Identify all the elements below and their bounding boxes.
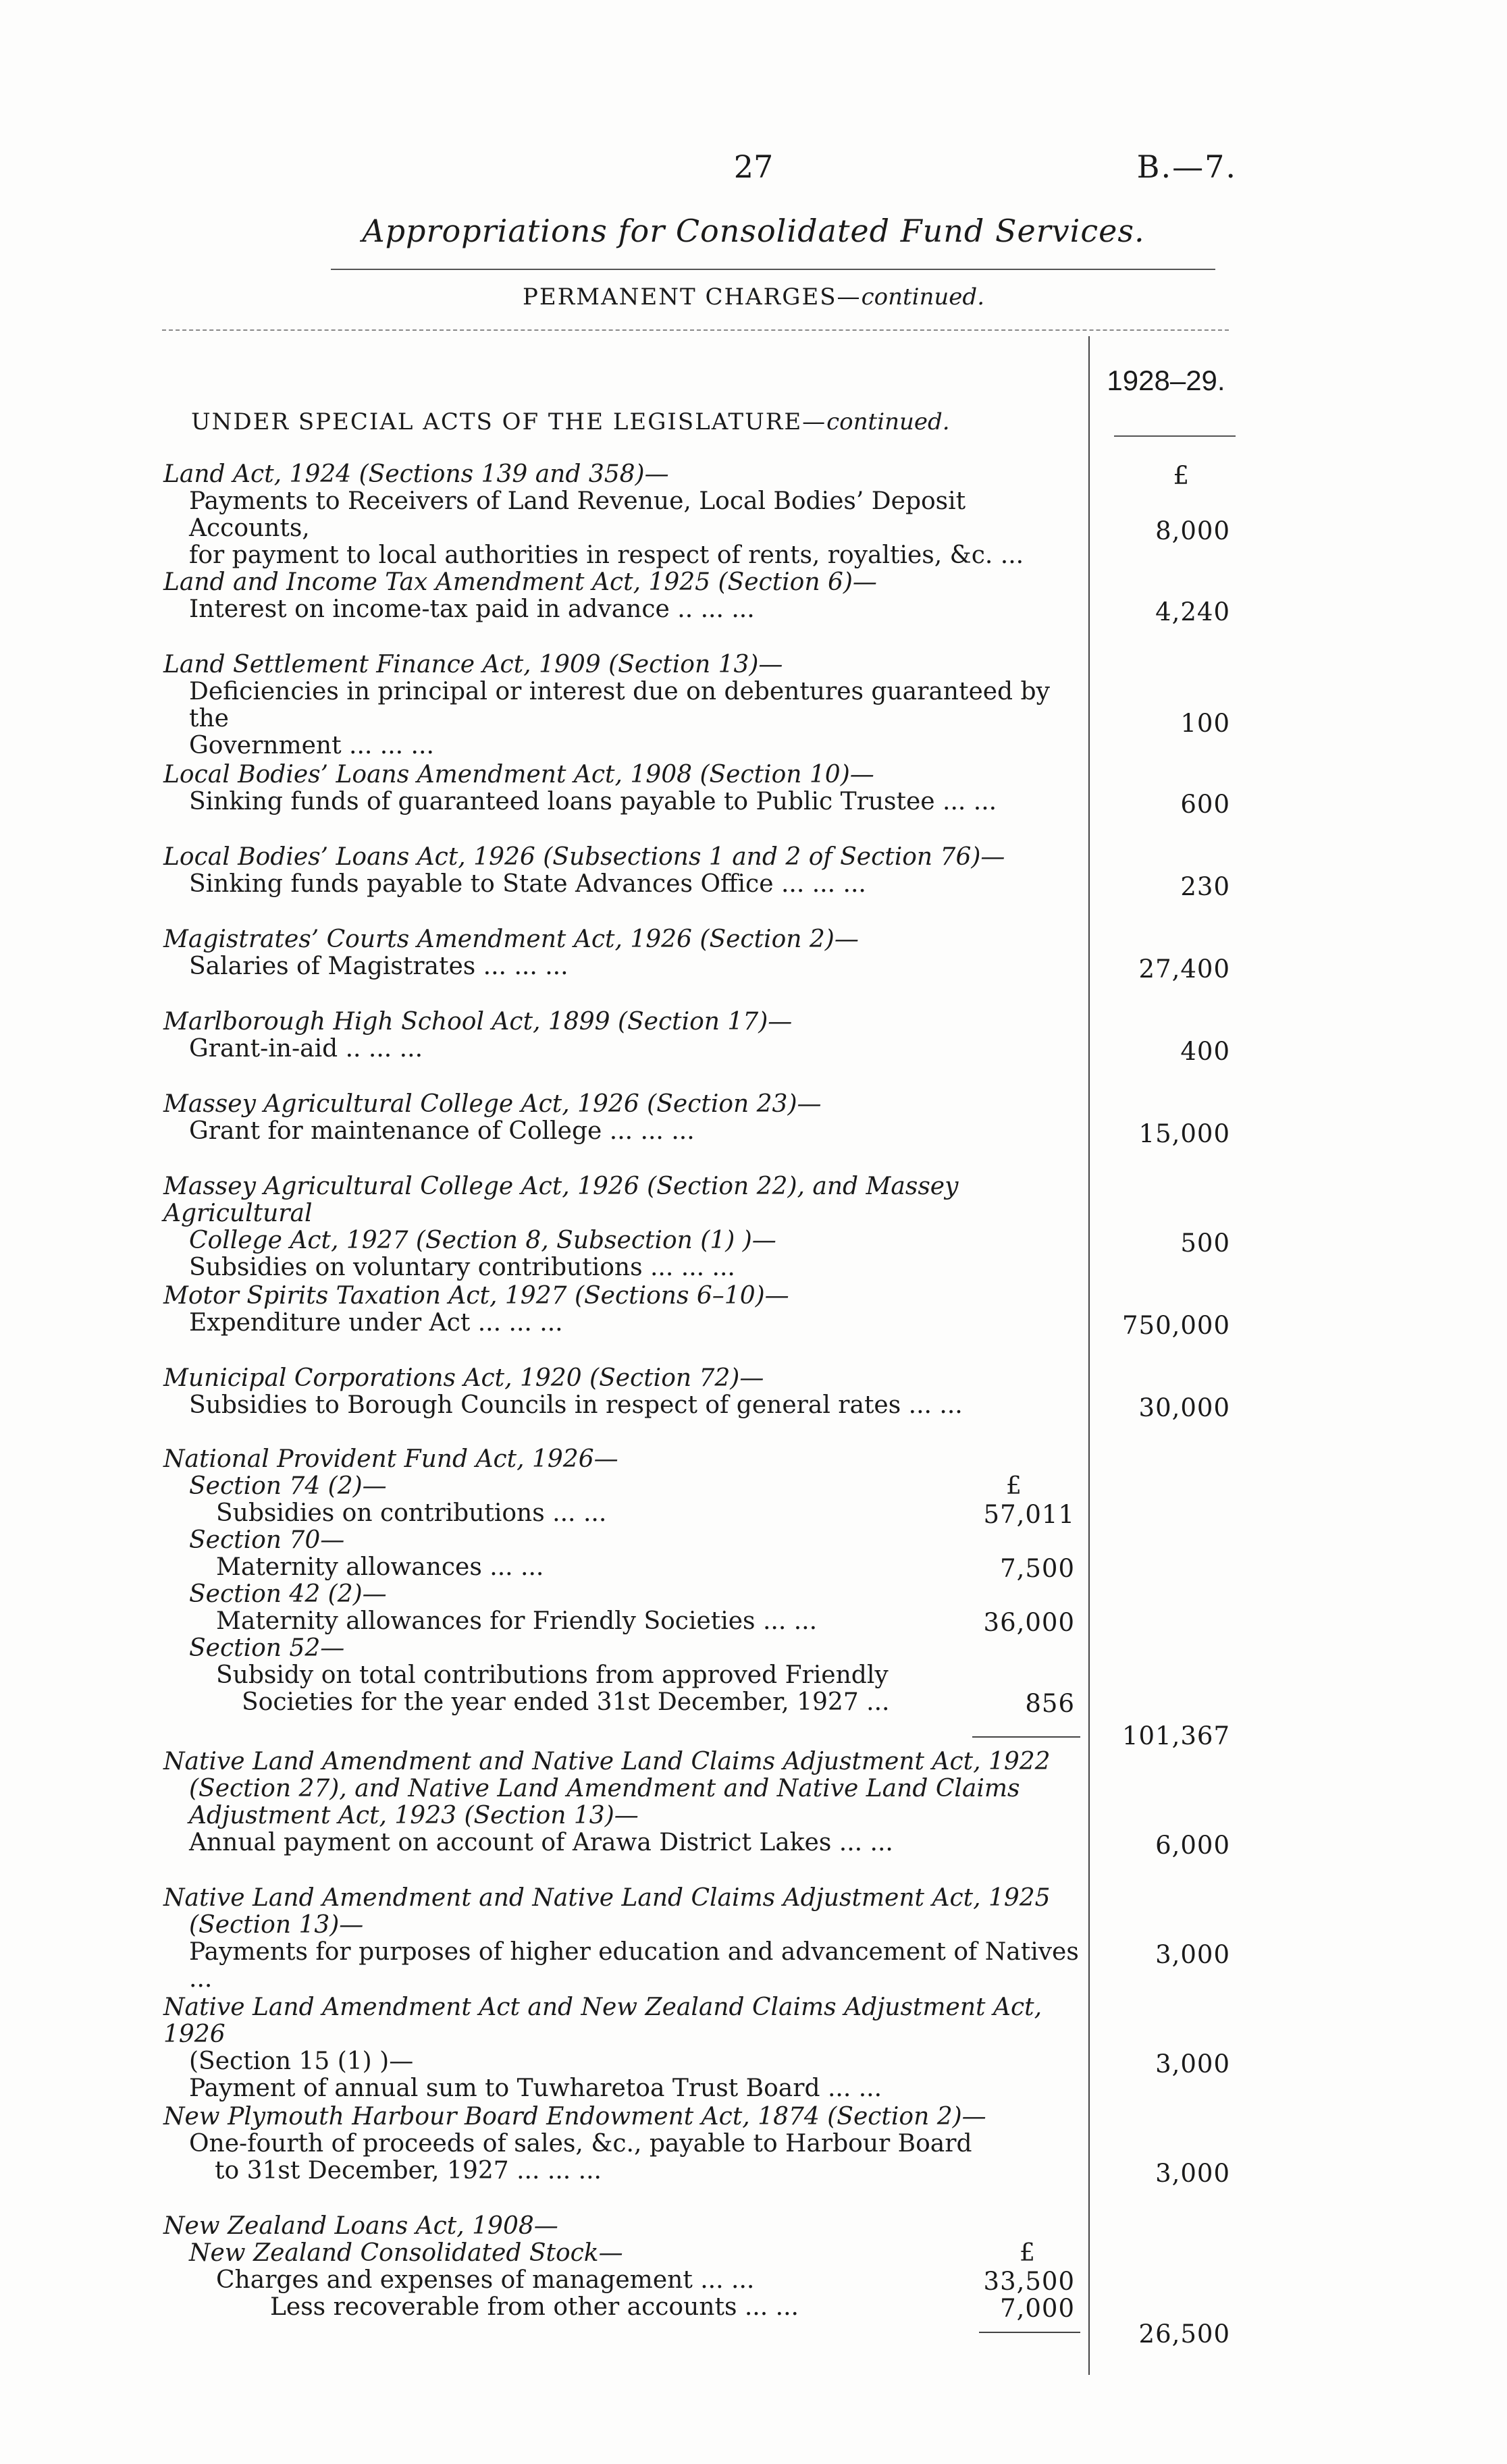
loans-less-label: Less recoverable from other accounts ... ...	[270, 2293, 799, 2321]
act-heading: Local Bodies’ Loans Act, 1926 (Subsections 1 and 2 of Section 76)—	[163, 843, 1005, 871]
act-line: for payment to local authorities in respect of rents, royalties, &c. ...	[189, 541, 1024, 569]
amount: 15,000	[1138, 1119, 1230, 1148]
act-heading: Massey Agricultural College Act, 1926 (Section 22), and Massey Agricultural	[163, 1173, 959, 1227]
act-line: Subsidies on voluntary contributions ... ... ...	[189, 1254, 735, 1281]
npf-item-desc: Maternity allowances for Friendly Societies ... ...	[216, 1607, 818, 1635]
section-heading-main: UNDER SPECIAL ACTS OF THE LEGISLATURE—	[191, 408, 827, 435]
act-entry	[163, 1091, 1082, 1145]
document-code: B.—7.	[1136, 149, 1237, 185]
act-heading: New Zealand Loans Act, 1908—	[163, 2212, 558, 2240]
amount: 30,000	[1138, 1393, 1230, 1422]
act-heading: Motor Spirits Taxation Act, 1927 (Sections 6–10)—	[163, 1282, 789, 1310]
act-heading: Native Land Amendment and Native Land Claims Adjustment Act, 1922	[163, 1748, 1051, 1775]
act-heading-continued: College Act, 1927 (Section 8, Subsection (1) )—	[189, 1227, 776, 1254]
loans-subtotal-rule	[979, 2332, 1080, 2333]
act-heading: New Plymouth Harbour Board Endowment Act, 1874 (Section 2)—	[163, 2103, 986, 2131]
npf-entry	[163, 1446, 1082, 1473]
amount: 6,000	[1155, 1831, 1230, 1860]
act-line: Interest on income-tax paid in advance .. ... ...	[189, 595, 755, 623]
loans-charges-label: Charges and expenses of management ... ...	[216, 2266, 755, 2294]
npf-item-amount: 856	[1025, 1689, 1075, 1718]
act-line: to 31st December, 1927 ... ... ...	[215, 2157, 602, 2185]
act-entry	[163, 1885, 1082, 1993]
npf-section: Section 70—	[189, 1526, 345, 1554]
loans-less-amount: 7,000	[1000, 2294, 1075, 2323]
act-heading: National Provident Fund Act, 1926—	[163, 1445, 618, 1473]
act-heading-continued: (Section 13)—	[189, 1911, 364, 1939]
subtitle	[0, 284, 1507, 311]
npf-currency: £	[1006, 1472, 1022, 1500]
npf-item-desc: Maternity allowances ... ...	[216, 1553, 544, 1581]
act-heading: Land Act, 1924 (Sections 139 and 358)—	[163, 460, 669, 488]
amount: 750,000	[1121, 1311, 1230, 1340]
npf-item-desc-continued: Societies for the year ended 31st December, 1927 ...	[242, 1688, 890, 1716]
section-heading-continued: continued.	[826, 408, 950, 435]
amount: 3,000	[1155, 2050, 1230, 2079]
act-line: Payments for purposes of higher education and advancement of Natives ...	[189, 1938, 1079, 1993]
act-line: Payment of annual sum to Tuwharetoa Trust Board ... ...	[189, 2074, 882, 2102]
npf-item-amount: 36,000	[983, 1608, 1075, 1637]
amount: 8,000	[1155, 516, 1230, 545]
act-heading-continued: (Section 27), and Native Land Amendment and Native Land Claims	[189, 1775, 1020, 1802]
npf-section: Section 74 (2)—	[189, 1472, 387, 1500]
currency-symbol: £	[1173, 461, 1190, 490]
subtitle-main: PERMANENT CHARGES—	[523, 284, 862, 311]
act-heading-continued: Adjustment Act, 1923 (Section 13)—	[189, 1802, 639, 1829]
year-column-header: 1928–29.	[1107, 365, 1225, 396]
act-line: (Section 15 (1) )—	[189, 2047, 414, 2075]
act-entry	[163, 761, 1082, 815]
npf-item-amount: 7,500	[1000, 1554, 1075, 1583]
act-entry	[163, 1009, 1082, 1063]
act-entry	[163, 2104, 1082, 2185]
amount: 100	[1180, 709, 1230, 738]
amount: 230	[1180, 872, 1230, 901]
act-heading: Massey Agricultural College Act, 1926 (Section 23)—	[163, 1090, 822, 1118]
act-line: Deficiencies in principal or interest due on debentures guaranteed by the	[189, 678, 1050, 732]
npf-item-desc: Subsidies on contributions ... ...	[216, 1499, 607, 1527]
act-line: One-fourth of proceeds of sales, &c., payable to Harbour Board	[189, 2130, 972, 2158]
page-title: Appropriations for Consolidated Fund Services.	[362, 213, 1145, 249]
act-entry	[163, 844, 1082, 898]
act-entry	[163, 569, 1082, 623]
act-line: Sinking funds of guaranteed loans payable to Public Trustee ... ...	[189, 788, 997, 815]
amount: 4,240	[1155, 597, 1230, 626]
act-heading: Local Bodies’ Loans Amendment Act, 1908 (Section 10)—	[163, 761, 874, 788]
act-entry	[163, 926, 1082, 980]
amount: 27,400	[1138, 955, 1230, 984]
act-line: Salaries of Magistrates ... ... ...	[189, 953, 569, 980]
act-heading: Native Land Amendment and Native Land Claims Adjustment Act, 1925	[163, 1884, 1051, 1912]
loans-subheading: New Zealand Consolidated Stock—	[189, 2239, 623, 2267]
act-line: Payments to Receivers of Land Revenue, Local Bodies’ Deposit Accounts,	[189, 487, 966, 542]
act-heading: Marlborough High School Act, 1899 (Section 17)—	[163, 1008, 793, 1036]
loans-charges-amount: 33,500	[983, 2267, 1075, 2296]
act-heading: Land Settlement Finance Act, 1909 (Section 13)—	[163, 651, 783, 678]
title-rule	[331, 269, 1215, 270]
amount: 500	[1180, 1229, 1230, 1258]
subtitle-rule	[162, 329, 1229, 331]
act-line: Government ... ... ...	[189, 732, 434, 759]
amount: 600	[1180, 790, 1230, 819]
npf-total: 101,367	[1121, 1721, 1230, 1750]
loans-total: 26,500	[1138, 2320, 1230, 2349]
subtitle-continued: continued.	[861, 284, 984, 311]
act-entry	[163, 651, 1082, 759]
act-heading: Municipal Corporations Act, 1920 (Section 72)—	[163, 1364, 764, 1392]
npf-item-desc: Subsidy on total contributions from approved Friendly	[216, 1661, 889, 1689]
act-line: Grant-in-aid .. ... ...	[189, 1035, 423, 1063]
act-line: Annual payment on account of Arawa District Lakes ... ...	[189, 1829, 893, 1856]
amount: 3,000	[1155, 2159, 1230, 2188]
act-entry	[163, 1748, 1082, 1856]
page-number: 27	[733, 149, 774, 185]
act-heading: Land and Income Tax Amendment Act, 1925 (Section 6)—	[163, 568, 877, 596]
amount-column-divider	[1088, 336, 1090, 2375]
npf-item-amount: 57,011	[983, 1500, 1075, 1529]
act-entry	[163, 1365, 1082, 1419]
npf-section: Section 52—	[189, 1634, 345, 1662]
act-line: Subsidies to Borough Councils in respect of general rates ... ...	[189, 1391, 963, 1419]
act-heading: Native Land Amendment Act and New Zealand Claims Adjustment Act, 1926	[163, 1993, 1042, 2048]
amount: 400	[1180, 1037, 1230, 1066]
act-line: Expenditure under Act ... ... ...	[189, 1309, 563, 1337]
act-entry	[163, 1994, 1082, 2102]
act-heading: Magistrates’ Courts Amendment Act, 1926 (Section 2)—	[163, 926, 859, 953]
act-entry	[163, 1283, 1082, 1337]
act-entry	[163, 461, 1082, 569]
act-entry	[163, 1173, 1082, 1281]
loans-entry	[163, 2213, 1082, 2267]
year-header-rule	[1114, 435, 1236, 437]
section-heading	[191, 408, 950, 435]
amount: 3,000	[1155, 1940, 1230, 1969]
npf-subtotal-rule	[972, 1736, 1080, 1738]
act-line: Grant for maintenance of College ... ... ...	[189, 1117, 695, 1145]
npf-section: Section 42 (2)—	[189, 1580, 387, 1608]
loans-currency: £	[1020, 2239, 1035, 2267]
act-line: Sinking funds payable to State Advances Office ... ... ...	[189, 870, 866, 898]
